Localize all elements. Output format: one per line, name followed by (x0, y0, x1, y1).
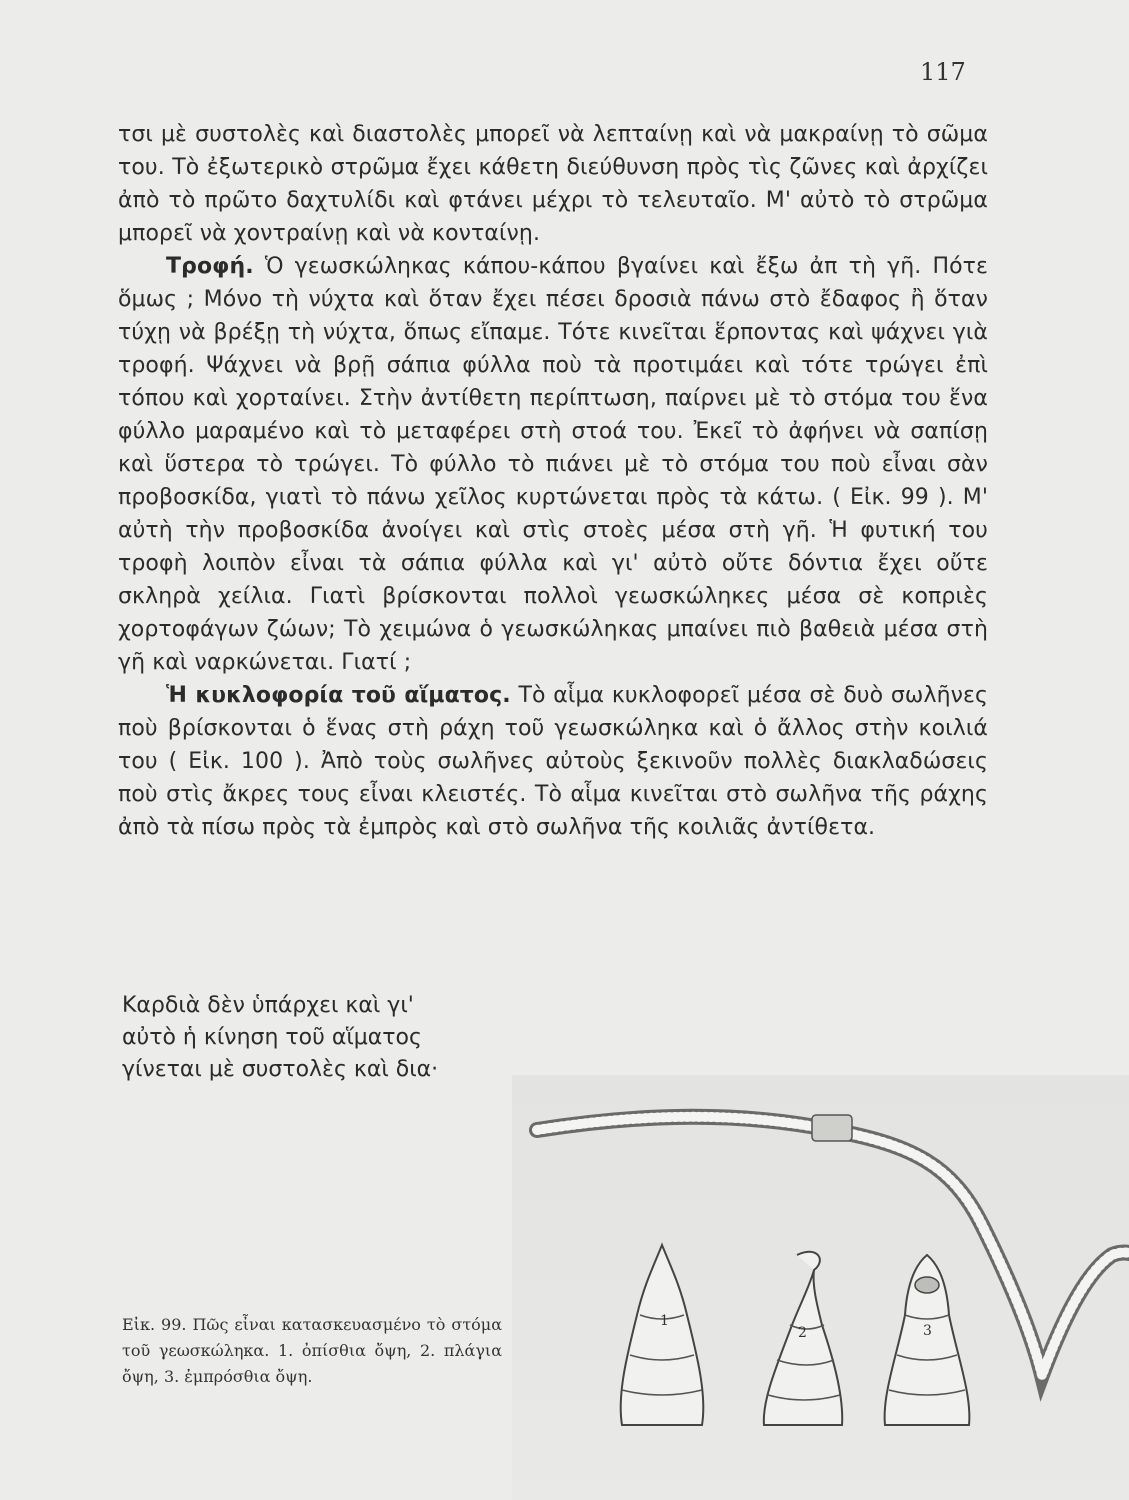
figure-99 (512, 1075, 1129, 1500)
heart-line-3: γίνεται μὲ συστολὲς καὶ δια· (122, 1057, 439, 1082)
heading-food: Τροφή. (166, 254, 254, 279)
head-rear-view (621, 1245, 704, 1425)
clitellum-band (812, 1115, 852, 1141)
paragraph-food (118, 250, 988, 679)
figure-caption: Εἰκ. 99. Πῶς εἶναι κατασκευασμένο τὸ στόμα τοῦ γεωσκώληκα. 1. ὀπίσθια ὄψη, 2. πλάγια ὄψη, 3. ἐμπρόσθια ὄψη. (122, 1315, 502, 1386)
food-text: Ὁ γεωσκώληκας κάπου-κάπου βγαίνει καὶ ἔξω ἀπ τὴ γῆ. Πότε ὅμως ; Μόνο τὴ νύχτα καὶ ὅταν ἔχει πέσει δροσιὰ πάνω στὸ ἔδαφος ἢ ὅταν τύχῃ νὰ βρέξῃ τὴ νύχτα, ὅπως εἴπαμε. Τότε κινεῖται ἕρποντας καὶ ψάχνει γιὰ τροφή. Ψάχνει νὰ βρῇ σάπια φύλλα ποὺ τὰ προτιμάει καὶ τότε τρώγει ἐπὶ τόπου καὶ χορταίνει. Στὴν ἀντίθετη περίπτωση, παίρνει μὲ τὸ στόμα του ἕνα φύλλο μαραμένο καὶ τὸ μεταφέρει στὴ στοά του. Ἐκεῖ τὸ ἀφήνει νὰ σαπίσῃ καὶ ὕστερα τὸ τρώγει. Τὸ φύλλο τὸ πιάνει μὲ τὸ στόμα του ποὺ εἶναι σὰν προβοσκίδα, γιατὶ τὸ πάνω χεῖλος κυρτώνεται πρὸς τὰ κάτω. ( Εἰκ. 99 ). Μ' αὐτὴ τὴν προβοσκίδα ἀνοίγει καὶ στὶς στοὲς μέσα στὴ γῆ. Ἡ φυτική του τροφὴ λοιπὸν εἶναι τὰ σάπια φύλλα καὶ γι' αὐτὸ οὔτε δόντια ἔχει οὔτε σκληρὰ χείλια. Γιατὶ βρίσκονται πολλοὶ γεωσκώληκες μέσα σὲ κοπριὲς χορτοφάγων ζώων; Τὸ χειμώνα ὁ γεωσκώληκας μπαίνει πιὸ βαθειὰ μέσα στὴ γῆ καὶ ναρκώνεται. Γιατί ; (118, 254, 989, 675)
earthworm-illustration (512, 1075, 1129, 1500)
figure-label-1: 1 (660, 1313, 669, 1329)
body-text (118, 118, 988, 844)
figure-label-2: 2 (798, 1325, 807, 1341)
earthworm-body (537, 1117, 1129, 1375)
heart-paragraph (122, 990, 492, 1086)
figure-label-3: 3 (923, 1323, 932, 1339)
paragraph-blood (118, 679, 988, 844)
head-front-view (885, 1255, 970, 1425)
blood-text: Τὸ αἷμα κυκλοφορεῖ μέσα σὲ δυὸ σωλῆνες ποὺ βρίσκονται ὁ ἕνας στὴ ράχη τοῦ γεωσκώληκα καὶ ὁ ἄλλος στὴν κοιλιά του ( Εἰκ. 100 ). Ἀπὸ τοὺς σωλῆνες αὐτοὺς ξεκινοῦν πολλὲς διακλαδώσεις ποὺ στὶς ἄκρες τους εἶναι κλειστές. Τὸ αἷμα κινεῖται στὸ σωλῆνα τῆς ράχης ἀπὸ τὰ πίσω πρὸς τὰ ἐμπρὸς καὶ στὸ σωλῆνα τῆς κοιλιᾶς ἀντίθετα. (118, 683, 989, 840)
heart-line-2: αὐτὸ ἡ κίνηση τοῦ αἵματος (122, 1025, 422, 1050)
paragraph-muscles: τσι μὲ συστολὲς καὶ διαστολὲς μπορεῖ νὰ λεπταίνῃ καὶ νὰ μακραίνῃ τὸ σῶμα του. Τὸ ἐξωτερικὸ στρῶμα ἔχει κάθετη διεύθυνση πρὸς τὶς ζῶνες καὶ ἀρχίζει ἀπὸ τὸ πρῶτο δαχτυλίδι καὶ φτάνει μέχρι τὸ τελευταῖο. Μ' αὐτὸ τὸ στρῶμα μπορεῖ νὰ χοντραίνῃ καὶ νὰ κονταίνῃ. (118, 122, 988, 246)
page-number: 117 (920, 58, 966, 86)
heart-line-1: Καρδιὰ δὲν ὑπάρχει καὶ γι' (122, 993, 414, 1018)
heading-blood-circulation: Ἡ κυκλοφορία τοῦ αἵματος. (166, 683, 511, 708)
